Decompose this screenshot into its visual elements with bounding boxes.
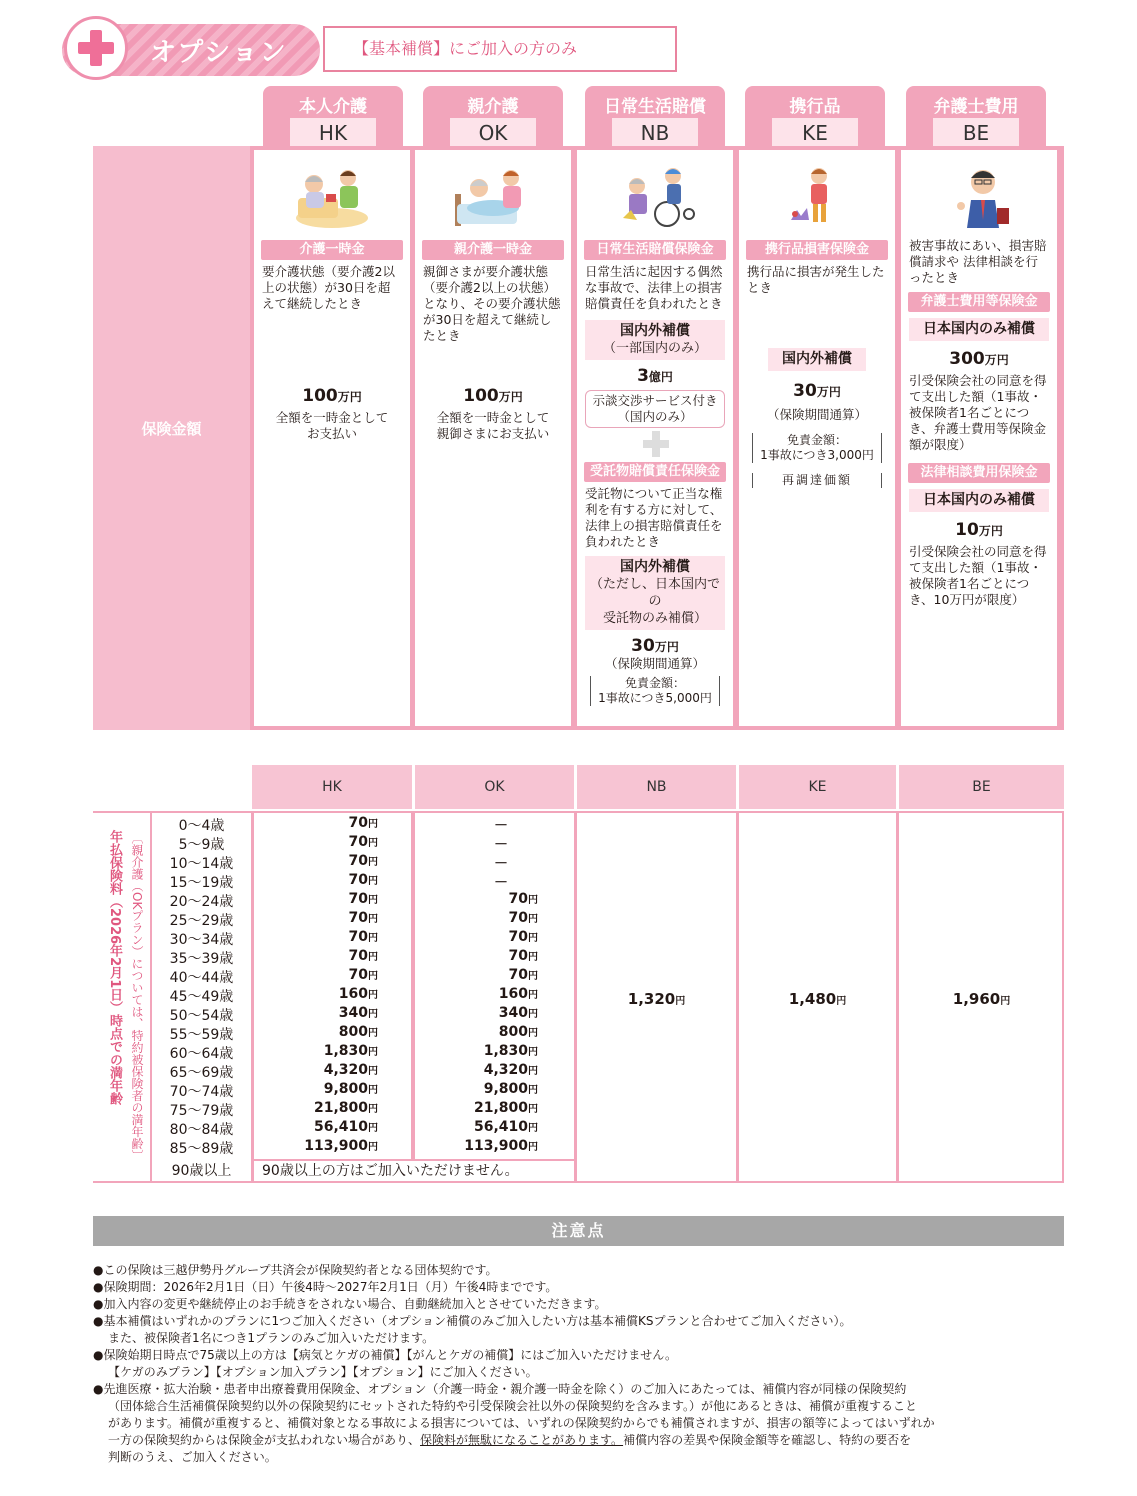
note-6c: があります。補償が重複すると、補償対象となる事故による損害については、いずれの保険契約からでも補償されますが、損害の額等によってはいずれか: [108, 1416, 935, 1430]
ok-price: 113,900円: [464, 1138, 538, 1154]
age-cell: 35～39歳: [169, 951, 234, 967]
hk-price: 70円: [348, 929, 378, 945]
notes-title: 注意点: [93, 1216, 1064, 1246]
benefit-description-3: 引受保険会社の同意を得て支出した額（1事故・被保険者1名ごとにつき、10万円が限度）: [909, 544, 1047, 607]
plus-icon-vertical: [90, 30, 102, 66]
age-cell: 15～19歳: [169, 875, 234, 891]
last-row-note: 90歳以上の方はご加入いただけません。: [262, 1163, 519, 1179]
hk-price: 9,800円: [323, 1081, 378, 1097]
ok-price: －: [494, 837, 508, 853]
ok-price: 340円: [498, 1005, 538, 1021]
col-hk: [254, 150, 410, 726]
tab-be: [906, 86, 1046, 148]
row-label: 保険金額: [141, 420, 202, 438]
hk-price: 70円: [348, 891, 378, 907]
premium-side-note: 〔親介護（OKプラン）については、特約被保険者の満年齢〕: [130, 832, 144, 1162]
price-nb: 1,320円: [627, 990, 686, 1008]
benefit-description-2: 受託物について正当な権利を有する方に対して、法律上の損害賠償責任を負われたとき: [585, 486, 723, 549]
ok-price: 800円: [498, 1024, 538, 1040]
premium-header-ok: OK: [415, 765, 574, 809]
age-cell: 50～54歳: [169, 1008, 234, 1024]
tab-name: 弁護士費用: [933, 97, 1019, 117]
premium-side-label: 年払保険料（2026年2月1日）時点での満年齢: [107, 830, 122, 1106]
age-cell: 30～34歳: [169, 932, 234, 948]
payment-note-2: 親御さまにお支払い: [436, 426, 550, 441]
caregiver-illustration-icon: [292, 164, 372, 230]
tab-name: 日常生活賠償: [604, 97, 706, 117]
benefit-amount: 100万円: [302, 386, 362, 406]
age-cell: 5～9歳: [178, 837, 225, 853]
hk-price: 1,830円: [323, 1043, 378, 1059]
benefit-description: 日常生活に起因する偶然な事故で、法律上の損害賠償責任を負われたとき: [585, 264, 723, 311]
age-cell: 85～89歳: [169, 1141, 234, 1157]
hk-price: 4,320円: [323, 1062, 378, 1078]
hk-price: 56,410円: [313, 1119, 378, 1135]
col-be: [901, 150, 1057, 726]
note-3: ●加入内容の変更や継続停止のお手続きをされない場合、自動継続加入とさせていただきます。: [93, 1297, 607, 1311]
benefit-pill: 弁護士費用等保険金: [908, 292, 1050, 312]
ok-price: 70円: [508, 929, 538, 945]
ok-price: 9,800円: [483, 1081, 538, 1097]
tab-code: NB: [612, 118, 698, 148]
tab-code: BE: [933, 118, 1019, 148]
replacement-value-note: 再調達価額: [752, 473, 882, 488]
note-2: ●保険期間：2026年2月1日（日）午後4時～2027年2月1日（月）午後4時までです。: [93, 1280, 558, 1294]
payment-note: 全額を一時金として: [436, 410, 550, 425]
benefit-amount-2: 10万円: [955, 520, 1003, 540]
hk-price: 113,900円: [304, 1138, 378, 1154]
col-nb: [577, 150, 733, 726]
age-cell: 45～49歳: [169, 989, 234, 1005]
price-ke: 1,480円: [788, 990, 847, 1008]
hk-price: 70円: [348, 834, 378, 850]
tab-name: 親介護: [467, 97, 519, 117]
benefit-amount: 300万円: [949, 349, 1009, 369]
price-be: 1,960円: [952, 990, 1011, 1008]
note-4: ●基本補償はいずれかのプランに1つご加入ください（オプション補償のみご加入したい方は基本補償KSプランと合わせてご加入ください）。: [93, 1314, 852, 1328]
tab-name: 本人介護: [299, 97, 367, 117]
ok-price: －: [494, 875, 508, 891]
tab-hk: [263, 86, 403, 148]
payment-note: 全額を一時金として: [275, 410, 389, 425]
benefit-pill-2: 受託物賠償責任保険金: [584, 462, 726, 482]
benefit-amount: 30万円: [793, 381, 841, 401]
parent-care-illustration-icon: [453, 164, 533, 230]
col-ok: [415, 150, 571, 726]
ok-price: 70円: [508, 891, 538, 907]
ok-price: 21,800円: [473, 1100, 538, 1116]
premium-header-hk: HK: [252, 765, 412, 809]
benefit-pill: 介護一時金: [261, 240, 403, 260]
plus-icon: [577, 428, 733, 458]
coverage-area-box-2: 日本国内のみ補償: [909, 489, 1049, 512]
lawyer-illustration-icon: [939, 164, 1019, 230]
tab-code: OK: [450, 118, 536, 148]
coverage-area-box: 国内外補償: [768, 348, 866, 371]
hk-price: 70円: [348, 967, 378, 983]
page-title: オプション: [150, 38, 288, 68]
note-6: ●先進医療・拡大治験・患者申出療養費用保険金、オプション（介護一時金・親介護一時金を除く）のご加入にあたっては、補償内容が同様の保険契約: [93, 1382, 907, 1396]
note-6b: （団体総合生活補償保険契約以外の保険契約にセットされた特約や引受保険会社以外の保険契約を含みます。）が他にあるときは、補償が重複すること: [108, 1399, 918, 1413]
age-cell: 70～74歳: [169, 1084, 234, 1100]
ok-price: －: [494, 818, 508, 834]
note-5: ●保険始期日時点で75歳以上の方は【病気とケガの補償】【がんとケガの補償】にはご加入いただけません。: [93, 1348, 677, 1362]
benefit-amount-2: 30万円: [631, 636, 679, 656]
ok-price: －: [494, 856, 508, 872]
age-cell: 0～4歳: [178, 818, 225, 834]
benefit-description: 被害事故にあい、損害賠償請求や 法律相談を行ったとき: [909, 238, 1047, 285]
col-ke: [739, 150, 895, 726]
hk-price: 70円: [348, 815, 378, 831]
benefit-pill-2: 法律相談費用保険金: [908, 463, 1050, 483]
hk-price: 70円: [348, 948, 378, 964]
premium-header-ke: KE: [739, 765, 896, 809]
age-cell: 75～79歳: [169, 1103, 234, 1119]
header-note: 【基本補償】にご加入の方のみ: [323, 26, 677, 72]
age-cell: 55～59歳: [169, 1027, 234, 1043]
ok-price: 70円: [508, 967, 538, 983]
hk-price: 70円: [348, 872, 378, 888]
age-cell: 65～69歳: [169, 1065, 234, 1081]
benefit-amount: 100万円: [463, 386, 523, 406]
benefit-pill: 親介護一時金: [422, 240, 564, 260]
ok-price: 1,830円: [483, 1043, 538, 1059]
age-cell: 25～29歳: [169, 913, 234, 929]
hk-price: 800円: [338, 1024, 378, 1040]
tab-ok: [423, 86, 563, 148]
note-5b: 【ケガのみプラン】【オプション加入プラン】【オプション】にご加入ください。: [108, 1365, 538, 1379]
deductible-note: 免責金額： 1事故につき5,000円: [590, 676, 720, 706]
benefit-description: 要介護状態（要介護2以上の状態）が30日を超えて継続したとき: [262, 264, 395, 311]
age-cell: 10～14歳: [169, 856, 234, 872]
tab-code: HK: [290, 118, 376, 148]
hk-price: 70円: [348, 910, 378, 926]
benefit-description: 携行品に損害が発生したとき: [747, 264, 885, 295]
period-note: （保険期間通算）: [766, 407, 867, 422]
ok-price: 160円: [498, 986, 538, 1002]
hk-price: 340円: [338, 1005, 378, 1021]
age-cell: 60～64歳: [169, 1046, 234, 1062]
payment-note-2: お支払い: [306, 426, 357, 441]
tab-code: KE: [772, 118, 858, 148]
age-cell: 20～24歳: [169, 894, 234, 910]
note-6g: 判断のうえ、ご加入ください。: [108, 1450, 277, 1464]
hk-price: 21,800円: [313, 1100, 378, 1116]
premium-header-nb: NB: [577, 765, 736, 809]
ok-price: 70円: [508, 948, 538, 964]
ok-price: 56,410円: [473, 1119, 538, 1135]
premium-header-be: BE: [899, 765, 1064, 809]
age-cell: 80～84歳: [169, 1122, 234, 1138]
benefit-description-2: 引受保険会社の同意を得て支出した額（1事故・被保険者1名ごとにつき、弁護士費用等保険金額が限度）: [909, 373, 1047, 452]
age-cell: 40～44歳: [169, 970, 234, 986]
deductible-note: 免責金額： 1事故につき3,000円: [752, 433, 882, 463]
period-note: （保険期間通算）: [604, 656, 705, 671]
benefit-pill: 携行品損害保険金: [746, 240, 888, 260]
benefit-amount: 3億円: [637, 366, 673, 386]
note-4b: また、被保険者1名につき1プランのみご加入いただけます。: [108, 1331, 435, 1345]
coverage-area-box: 国内外補償 （一部国内のみ）: [585, 320, 725, 360]
note-6d: 一方の保険契約からは保険金が支払われない場合があり、保険料が無駄になることがあります。補償内容の差異や保険金額等を確認し、特約の要否を: [108, 1433, 912, 1447]
broken-item-illustration-icon: [777, 164, 857, 230]
ok-price: 4,320円: [483, 1062, 538, 1078]
benefit-pill: 日常生活賠償保険金: [584, 240, 726, 260]
tab-ke: [745, 86, 885, 148]
tab-name: 携行品: [789, 97, 841, 117]
hk-price: 70円: [348, 853, 378, 869]
ok-price: 70円: [508, 910, 538, 926]
tab-nb: [585, 86, 725, 148]
bicycle-accident-illustration-icon: [615, 164, 695, 230]
hk-price: 160円: [338, 986, 378, 1002]
note-1: ●この保険は三越伊勢丹グループ共済会が保険契約者となる団体契約です。: [93, 1263, 498, 1277]
benefit-description: 親御さまが要介護状態（要介護2以上の状態）となり、その要介護状態が30日を超えて継続したとき: [423, 264, 561, 343]
settlement-service-box: 示談交渉サービス付き （国内のみ）: [585, 390, 725, 428]
coverage-area-box: 日本国内のみ補償: [909, 318, 1049, 341]
coverage-area-box-2: 国内外補償 （ただし、日本国内での 受託物のみ補償）: [585, 556, 725, 630]
age-cell-last: 90歳以上: [171, 1163, 232, 1179]
